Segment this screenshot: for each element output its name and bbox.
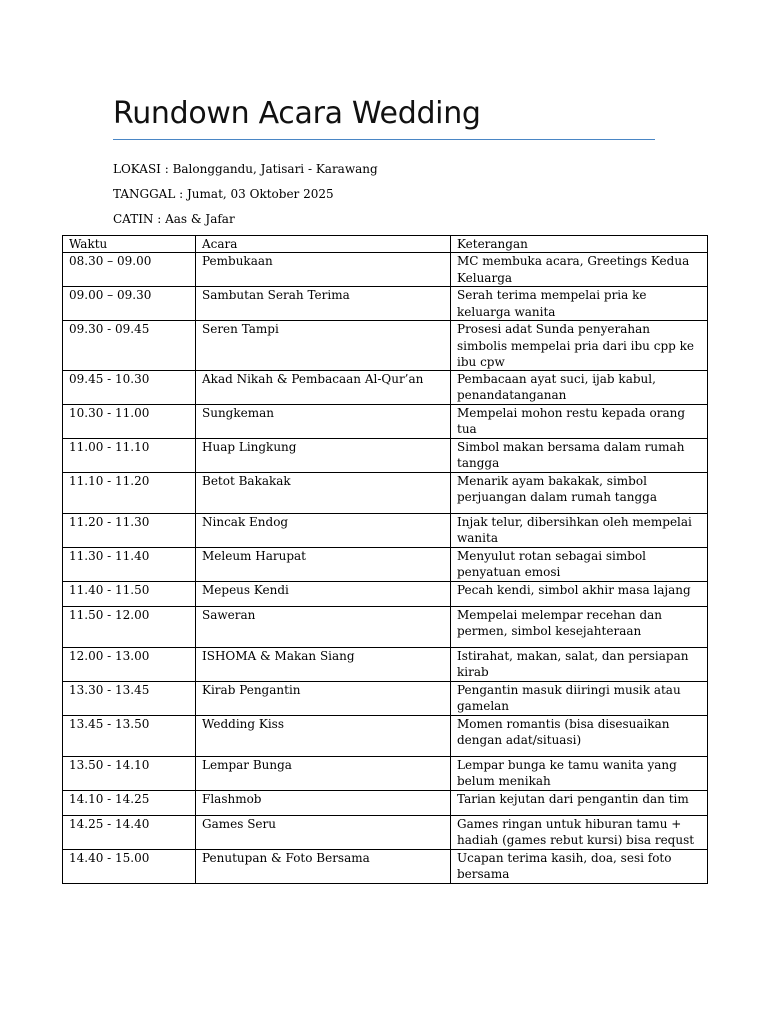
cell-keterangan: Prosesi adat Sunda penyerahan simbolis mempelai pria dari ibu cpp ke ibu cpw [451, 321, 708, 371]
cell-acara: Kirab Pengantin [196, 682, 451, 716]
table-row [63, 514, 708, 548]
table-row [63, 791, 708, 816]
cell-acara: Wedding Kiss [196, 716, 451, 757]
cell-acara: Sungkeman [196, 405, 451, 439]
cell-keterangan: Pengantin masuk diiringi musik atau gamelan [451, 682, 708, 716]
cell-keterangan: Menarik ayam bakakak, simbol perjuangan dalam rumah tangga [451, 473, 708, 514]
cell-acara: Mepeus Kendi [196, 582, 451, 607]
cell-acara: Penutupan & Foto Bersama [196, 850, 451, 884]
cell-waktu: 14.10 - 14.25 [63, 791, 196, 816]
cell-acara: Huap Lingkung [196, 439, 451, 473]
cell-keterangan: Menyulut rotan sebagai simbol penyatuan emosi [451, 548, 708, 582]
cell-acara: Nincak Endog [196, 514, 451, 548]
cell-keterangan: MC membuka acara, Greetings Kedua Keluarga [451, 253, 708, 287]
cell-waktu: 11.40 - 11.50 [63, 582, 196, 607]
cell-waktu: 13.45 - 13.50 [63, 716, 196, 757]
cell-acara: Flashmob [196, 791, 451, 816]
table-row [63, 321, 708, 371]
table-row [63, 371, 708, 405]
cell-acara: Games Seru [196, 816, 451, 850]
title-underline [113, 139, 655, 140]
cell-keterangan: Pembacaan ayat suci, ijab kabul, penandatanganan [451, 371, 708, 405]
cell-acara: ISHOMA & Makan Siang [196, 648, 451, 682]
table-row [63, 439, 708, 473]
header-acara: Acara [196, 236, 451, 253]
table-header-row [63, 236, 708, 253]
table-row [63, 716, 708, 757]
lokasi-line: LOKASI : Balonggandu, Jatisari - Karawang [113, 162, 378, 176]
cell-waktu: 14.40 - 15.00 [63, 850, 196, 884]
cell-keterangan: Serah terima mempelai pria ke keluarga wanita [451, 287, 708, 321]
catin-line: CATIN : Aas & Jafar [113, 212, 235, 226]
rundown-table [62, 235, 708, 884]
table-row [63, 582, 708, 607]
cell-waktu: 09.30 - 09.45 [63, 321, 196, 371]
table-row [63, 850, 708, 884]
cell-keterangan: Games ringan untuk hiburan tamu + hadiah (games rebut kursi) bisa requst [451, 816, 708, 850]
table-row [63, 405, 708, 439]
cell-waktu: 09.45 - 10.30 [63, 371, 196, 405]
table-row [63, 816, 708, 850]
table-row [63, 757, 708, 791]
cell-waktu: 11.50 - 12.00 [63, 607, 196, 648]
cell-acara: Meleum Harupat [196, 548, 451, 582]
cell-keterangan: Mempelai melempar recehan dan permen, simbol kesejahteraan [451, 607, 708, 648]
cell-waktu: 14.25 - 14.40 [63, 816, 196, 850]
cell-waktu: 12.00 - 13.00 [63, 648, 196, 682]
cell-waktu: 08.30 – 09.00 [63, 253, 196, 287]
cell-keterangan: Tarian kejutan dari pengantin dan tim [451, 791, 708, 816]
cell-acara: Lempar Bunga [196, 757, 451, 791]
cell-acara: Saweran [196, 607, 451, 648]
cell-acara: Seren Tampi [196, 321, 451, 371]
table-row [63, 287, 708, 321]
table-row [63, 253, 708, 287]
table-row [63, 682, 708, 716]
cell-waktu: 11.30 - 11.40 [63, 548, 196, 582]
table-row [63, 473, 708, 514]
cell-keterangan: Simbol makan bersama dalam rumah tangga [451, 439, 708, 473]
table-row [63, 607, 708, 648]
cell-waktu: 09.00 – 09.30 [63, 287, 196, 321]
header-waktu: Waktu [63, 236, 196, 253]
cell-waktu: 13.50 - 14.10 [63, 757, 196, 791]
table-row [63, 548, 708, 582]
cell-keterangan: Istirahat, makan, salat, dan persiapan kirab [451, 648, 708, 682]
cell-waktu: 11.10 - 11.20 [63, 473, 196, 514]
cell-acara: Pembukaan [196, 253, 451, 287]
table-row [63, 648, 708, 682]
tanggal-line: TANGGAL : Jumat, 03 Oktober 2025 [113, 187, 334, 201]
cell-waktu: 10.30 - 11.00 [63, 405, 196, 439]
cell-waktu: 11.00 - 11.10 [63, 439, 196, 473]
cell-keterangan: Momen romantis (bisa disesuaikan dengan adat/situasi) [451, 716, 708, 757]
cell-waktu: 13.30 - 13.45 [63, 682, 196, 716]
cell-keterangan: Ucapan terima kasih, doa, sesi foto bersama [451, 850, 708, 884]
cell-keterangan: Lempar bunga ke tamu wanita yang belum menikah [451, 757, 708, 791]
cell-keterangan: Mempelai mohon restu kepada orang tua [451, 405, 708, 439]
cell-keterangan: Pecah kendi, simbol akhir masa lajang [451, 582, 708, 607]
cell-acara: Sambutan Serah Terima [196, 287, 451, 321]
cell-waktu: 11.20 - 11.30 [63, 514, 196, 548]
cell-acara: Betot Bakakak [196, 473, 451, 514]
cell-keterangan: Injak telur, dibersihkan oleh mempelai wanita [451, 514, 708, 548]
document-title: Rundown Acara Wedding [113, 96, 481, 131]
cell-acara: Akad Nikah & Pembacaan Al-Qur’an [196, 371, 451, 405]
header-keterangan: Keterangan [451, 236, 708, 253]
